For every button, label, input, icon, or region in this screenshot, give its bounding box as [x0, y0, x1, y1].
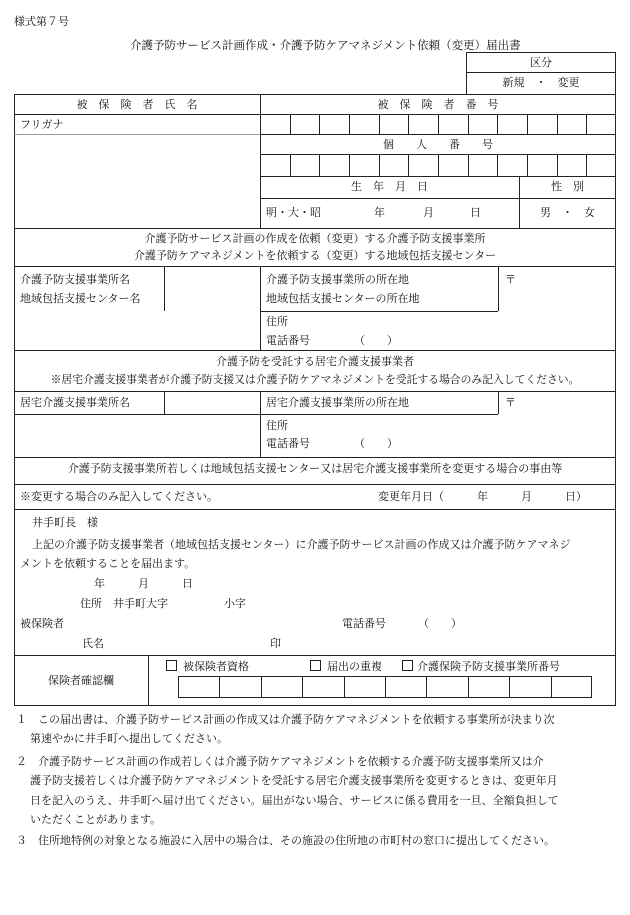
checkbox-icon[interactable]	[402, 660, 413, 671]
jusho-label: 住所	[266, 315, 288, 328]
month-unit: 月	[423, 206, 434, 219]
provider-heading-2: 介護予防ケアマネジメントを依頼する（変更）する地域包括支援センター	[133, 249, 497, 262]
era-options[interactable]: 明・大・昭	[266, 206, 321, 219]
declaration-phone-label: 電話番号	[342, 617, 386, 630]
personal-number-cell-divider	[408, 154, 409, 176]
checkbox-icon[interactable]	[166, 660, 177, 671]
declaration-line-2: メントを依頼することを届出ます。	[20, 557, 196, 570]
personal-number-cell-divider	[468, 154, 469, 176]
sex-options[interactable]: 男 ・ 女	[540, 206, 595, 219]
personal-number-cell-divider	[379, 154, 380, 176]
personal-number-cell-divider	[290, 154, 291, 176]
personal-number-cell-divider	[497, 154, 498, 176]
note-2-line-2: 護予防支援若しくは介護予防ケアマネジメントを受託する居宅介護支援事業所を変更するときは、変更年月	[30, 774, 558, 787]
contract-address-label: 居宅介護支援事業所の所在地	[266, 396, 409, 409]
insured-number-cell-divider	[586, 114, 587, 134]
contract-heading-1: 介護予防を受託する居宅介護支援事業者	[216, 355, 414, 368]
note-1-line-1: この届出書は、介護予防サービス計画の作成又は介護予防ケアマネジメントを依頼する事業所が決まり次	[38, 713, 555, 726]
office-number-cell-divider	[509, 676, 510, 698]
insured-number-cell-divider	[319, 114, 320, 134]
year-unit: 年	[374, 206, 385, 219]
note-2-number: ２	[16, 755, 27, 768]
office-number-cell-divider	[261, 676, 262, 698]
insured-number-cell-divider	[468, 114, 469, 134]
personal-number-cell-divider	[438, 154, 439, 176]
insured-number-cell-divider	[379, 114, 380, 134]
insured-name-header: 被 保 険 者 氏 名	[76, 98, 198, 111]
kubun-value[interactable]: 新規 ・ 変更	[502, 76, 580, 89]
declaration-address: 住所 井手町大字	[80, 597, 168, 610]
change-date[interactable]: 変更年月日（ 年 月 日）	[378, 490, 587, 503]
postal-mark: 〒	[505, 273, 516, 286]
sex-header: 性 別	[551, 180, 584, 193]
personal-number-cell-divider	[319, 154, 320, 176]
office-number-cell-divider	[385, 676, 386, 698]
declaration-name-label: 氏名	[82, 637, 104, 650]
provider-heading-1: 介護予防サービス計画の作成を依頼（変更）する介護予防支援事業所	[144, 232, 486, 245]
note-2-line-4: いただくことがあります。	[30, 813, 162, 826]
office-name-label-1: 介護予防支援事業所名	[20, 273, 130, 286]
change-heading: 介護予防支援事業所若しくは地域包括支援センター又は居宅介護支援事業所を変更する場合の事由等	[67, 462, 563, 475]
personal-number-cell-divider	[586, 154, 587, 176]
phone-label: 電話番号	[266, 334, 310, 347]
office-number-cell-divider	[219, 676, 220, 698]
phone-parens[interactable]: （ ）	[354, 334, 398, 347]
address-label-2: 地域包括支援センターの所在地	[266, 292, 420, 305]
checkbox-icon[interactable]	[310, 660, 321, 671]
seal-mark: 印	[270, 637, 281, 650]
form-number: 様式第７号	[14, 15, 69, 28]
address-label-1: 介護予防支援事業所の所在地	[266, 273, 409, 286]
contract-phone-parens[interactable]: （ ）	[354, 437, 398, 450]
office-number-cell-divider	[468, 676, 469, 698]
office-number-cell-divider	[302, 676, 303, 698]
insured-number-cell-divider	[557, 114, 558, 134]
note-3-number: ３	[16, 834, 27, 847]
declaration-date[interactable]: 年 月 日	[94, 577, 193, 590]
insured-number-cell-divider	[527, 114, 528, 134]
insured-number-header: 被 保 険 者 番 号	[377, 98, 499, 111]
office-number-cell-divider	[344, 676, 345, 698]
change-note: ※変更する場合のみ記入してください。	[20, 490, 218, 503]
note-1-number: １	[16, 713, 27, 726]
personal-number-cell-divider	[557, 154, 558, 176]
declaration-phone-parens[interactable]: （ ）	[418, 617, 462, 630]
insured-number-cell-divider	[349, 114, 350, 134]
koaza-label: 小字	[224, 597, 246, 610]
note-2-line-1: 介護予防サービス計画の作成若しくは介護予防ケアマネジメントを依頼する介護予防支援事業所又は介	[38, 755, 544, 768]
office-number-cell-divider	[426, 676, 427, 698]
personal-number-cell-divider	[527, 154, 528, 176]
insured-label: 被保険者	[20, 617, 64, 630]
contract-jusho-label: 住所	[266, 419, 288, 432]
personal-number-header: 個 人 番 号	[383, 138, 493, 151]
insured-number-cell-divider	[290, 114, 291, 134]
form-title: 介護予防サービス計画作成・介護予防ケアマネジメント依頼（変更）届出書	[130, 38, 521, 52]
birthdate-header: 生 年 月 日	[351, 180, 428, 193]
declaration-line-1: 上記の介護予防支援事業者（地域包括支援センター）に介護予防サービス計画の作成又は介護予防ケアマネジ	[32, 538, 571, 551]
addressee: 井手町長 様	[32, 516, 98, 529]
office-name-label-2: 地域包括支援センター名	[20, 292, 141, 305]
personal-number-cell-divider	[349, 154, 350, 176]
note-2-line-3: 日を記入のうえ、井手町へ届け出てください。届出がない場合、サービスに係る費用を一旦、全額負担して	[30, 794, 559, 807]
note-1-line-2: 第速やかに井手町へ提出してください。	[30, 732, 228, 745]
contract-postal-mark: 〒	[505, 396, 516, 409]
contract-heading-2: ※居宅介護支援事業者が介護予防支援又は介護予防ケアマネジメントを受託する場合のみ記入してください。	[50, 373, 580, 386]
day-unit: 日	[470, 206, 481, 219]
check-item-1[interactable]: 被保険者資格	[166, 660, 249, 672]
check-item-3[interactable]: 介護保険予防支援事業所番号	[402, 660, 560, 672]
furigana-label: フリガナ	[20, 118, 64, 131]
insurer-check-label: 保険者確認欄	[48, 674, 114, 687]
kubun-label: 区分	[530, 56, 552, 69]
contract-office-name-label: 居宅介護支援事業所名	[20, 396, 130, 409]
note-3-line-1: 住所地特例の対象となる施設に入居中の場合は、その施設の住所地の市町村の窓口に提出してください。	[38, 834, 555, 847]
contract-phone-label: 電話番号	[266, 437, 310, 450]
insured-number-cell-divider	[497, 114, 498, 134]
office-number-cell-divider	[551, 676, 552, 698]
check-item-2[interactable]: 届出の重複	[310, 660, 382, 672]
insured-number-cell-divider	[438, 114, 439, 134]
insured-number-cell-divider	[408, 114, 409, 134]
